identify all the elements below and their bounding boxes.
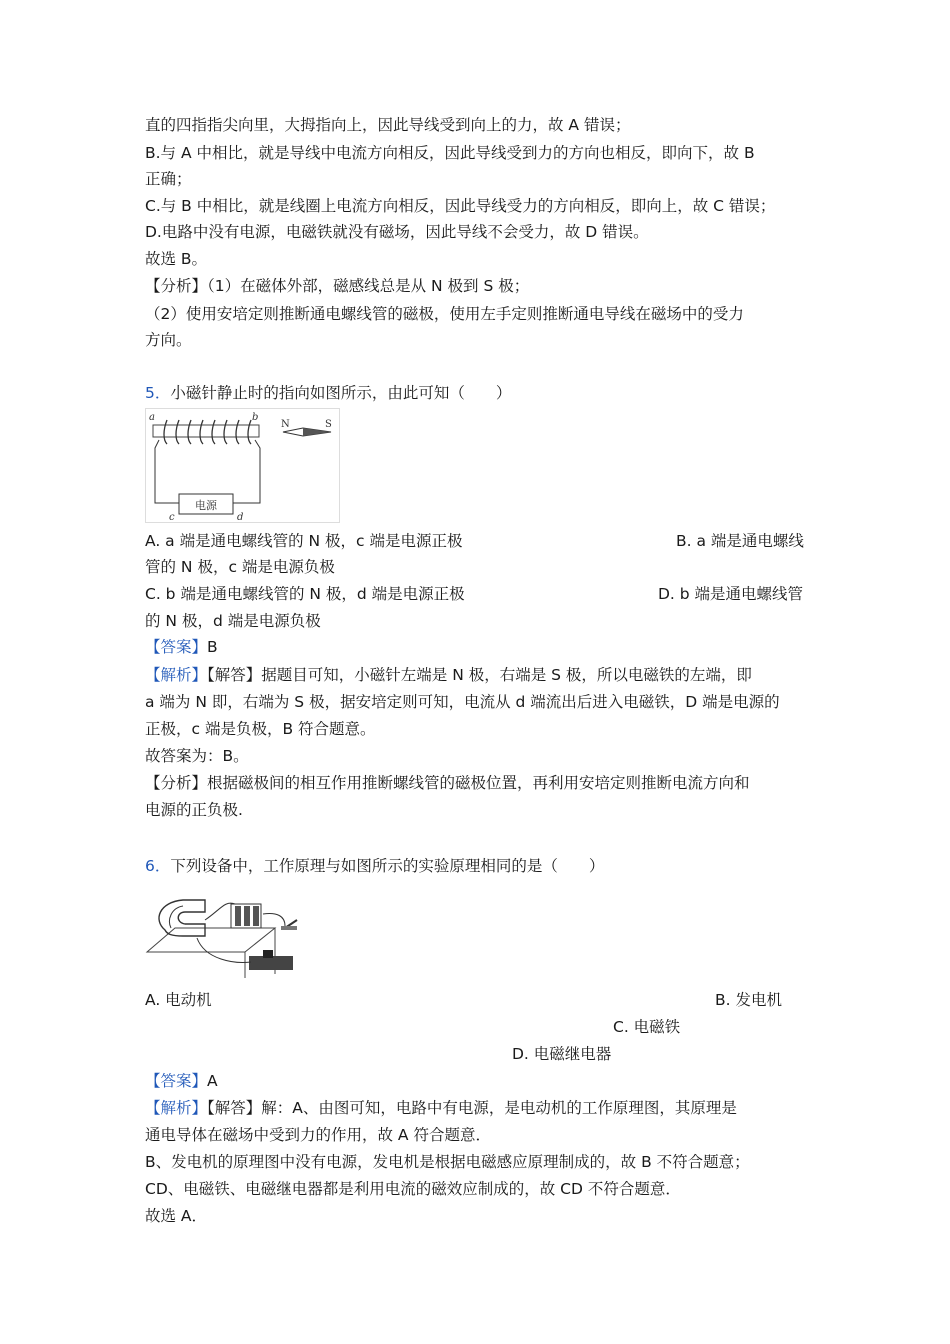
label-a: a	[149, 412, 155, 423]
answer-value: A	[207, 1072, 218, 1090]
solenoid-figure	[145, 408, 340, 523]
label-c: c	[169, 512, 175, 523]
analysis-line: a 端为 N 即，右端为 S 极，据安培定则可知，电流从 d 端流出后进入电磁铁，D 端是电源的	[145, 693, 780, 711]
answer-line	[145, 1068, 218, 1094]
analysis-line: B、发电机的原理图中没有电源，发电机是根据电磁感应原理制成的，故 B 不符合题意；	[145, 1153, 750, 1171]
question-6-stem	[145, 853, 604, 879]
motor-experiment-figure	[145, 890, 305, 980]
analysis-tag: 【解析】	[145, 666, 208, 684]
text-line: 方向。	[145, 331, 192, 349]
option-b: B. 发电机	[715, 991, 782, 1009]
option-a: A. a 端是通电螺线管的 N 极，c 端是电源正极	[145, 532, 463, 550]
option-c: C. b 端是通电螺线管的 N 极，d 端是电源正极	[145, 585, 465, 603]
analysis-line: 【分析】（1）在磁体外部，磁感线总是从 N 极到 S 极；	[145, 277, 530, 295]
text-line: 故选 B。	[145, 250, 208, 268]
option-a: A. 电动机	[145, 991, 212, 1009]
question-text: 下列设备中，工作原理与如图所示的实验原理相同的是（ ）	[170, 857, 605, 875]
option-d: D. 电磁继电器	[512, 1045, 612, 1063]
analysis-line: 【分析】根据磁极间的相互作用推断螺线管的磁极位置，再利用安培定则推断电流方向和	[145, 774, 750, 792]
analysis-line: 故答案为：B。	[145, 747, 249, 765]
text-line: 直的四指指尖向里，大拇指向上，因此导线受到向上的力，故 A 错误；	[145, 116, 631, 134]
label-b: b	[252, 412, 259, 423]
answer-line	[145, 634, 218, 660]
question-number: 5．	[145, 384, 171, 402]
option-d: D. b 端是通电螺线管	[658, 585, 804, 603]
option-c: C. 电磁铁	[613, 1018, 681, 1036]
question-number: 6．	[145, 857, 171, 875]
analysis-line: 通电导体在磁场中受到力的作用，故 A 符合题意．	[145, 1126, 491, 1144]
analysis-line: 电源的正负极.	[145, 801, 243, 819]
label-d: d	[237, 512, 244, 523]
text-line: C.与 B 中相比，就是线圈上电流方向相反，因此导线受力的方向相反，即向上，故 C 错误；	[145, 197, 776, 215]
needle-n-label: N	[281, 419, 290, 430]
analysis-line: 故选 A．	[145, 1207, 208, 1225]
option-d-cont: 的 N 极，d 端是电源负极	[145, 612, 321, 630]
answer-tag: 【答案】	[145, 638, 208, 656]
text-line: D.电路中没有电源，电磁铁就没有磁场，因此导线不会受力，故 D 错误。	[145, 223, 649, 241]
option-b: B. a 端是通电螺线	[676, 532, 804, 550]
answer-value: B	[207, 638, 218, 656]
text-line: 正确；	[145, 170, 192, 188]
analysis-line	[145, 662, 752, 688]
analysis-line: CD、电磁铁、电磁继电器都是利用电流的磁效应制成的，故 CD 不符合题意．	[145, 1180, 681, 1198]
power-label: 电源	[195, 499, 217, 512]
needle-s-label: S	[325, 419, 332, 430]
analysis-text: 【解答】据题目可知，小磁针左端是 N 极，右端是 S 极，所以电磁铁的左端，即	[207, 666, 752, 684]
question-5-stem	[145, 380, 511, 406]
question-text: 小磁针静止时的指向如图所示，由此可知（ ）	[170, 384, 512, 402]
analysis-tag: 【解析】	[145, 1099, 208, 1117]
analysis-line: 正极，c 端是负极，B 符合题意。	[145, 720, 376, 738]
option-b-cont: 管的 N 极，c 端是电源负极	[145, 558, 335, 576]
text-line: （2）使用安培定则推断通电螺线管的磁极，使用左手定则推断通电导线在磁场中的受力	[145, 305, 744, 323]
answer-tag: 【答案】	[145, 1072, 208, 1090]
text-line: B.与 A 中相比，就是导线中电流方向相反，因此导线受到力的方向也相反，即向下，故 B	[145, 144, 755, 162]
analysis-line	[145, 1095, 737, 1121]
analysis-text: 【解答】解：A、由图可知，电路中有电源，是电动机的工作原理图，其原理是	[207, 1099, 737, 1117]
